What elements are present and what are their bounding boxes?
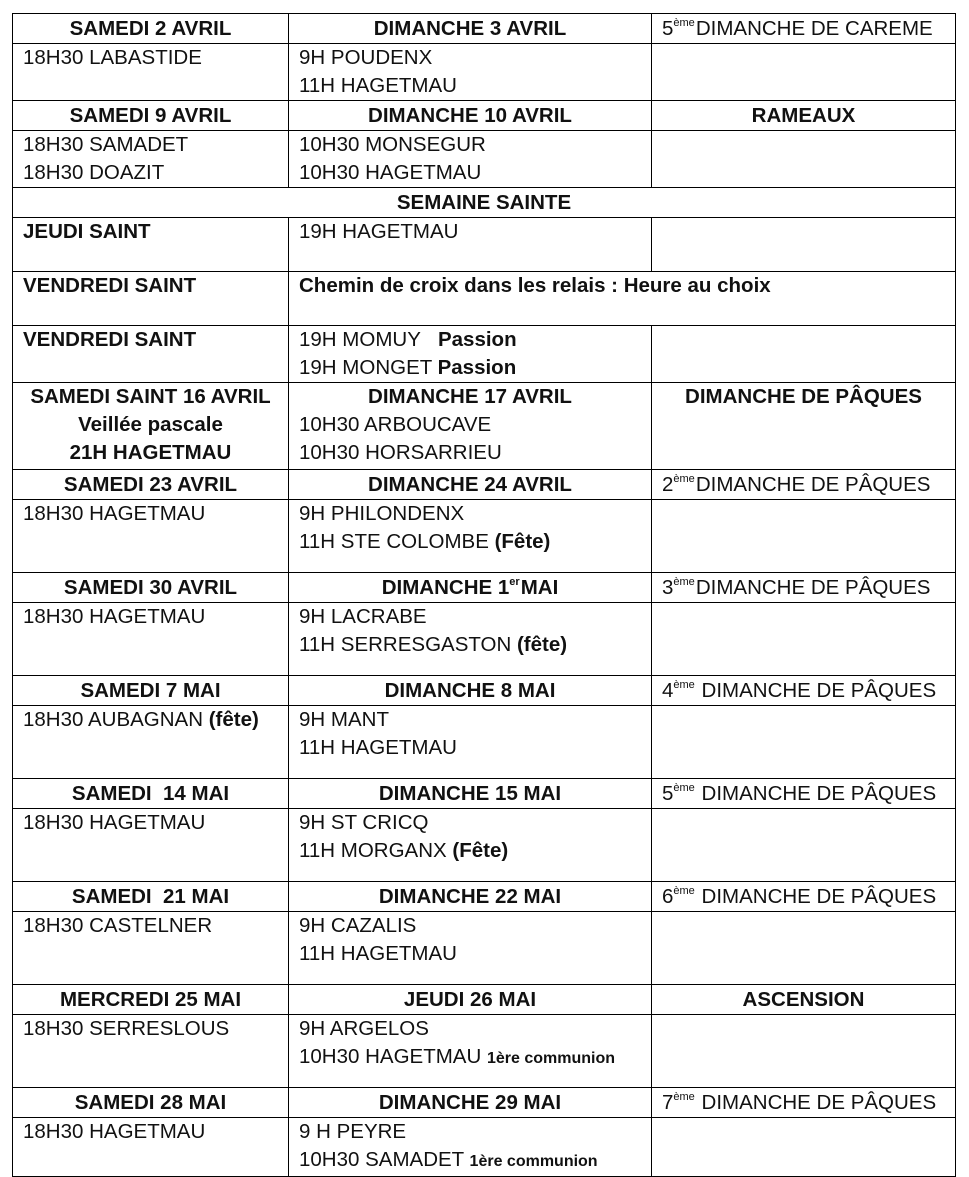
- empty-cell: [652, 44, 956, 101]
- saturday-date: SAMEDI 21 MAI: [13, 882, 289, 912]
- holy-thursday-mass: 19H HAGETMAU: [289, 218, 652, 272]
- wednesday-mass: 18H30 SERRESLOUS: [13, 1015, 289, 1088]
- saturday-mass: 18H30 LABASTIDE: [13, 44, 289, 101]
- holy-thursday-row: [13, 218, 956, 272]
- empty-cell: [652, 500, 956, 573]
- sunday-date: DIMANCHE 24 AVRIL: [289, 470, 652, 500]
- schedule-header-row: [13, 676, 956, 706]
- sunday-date: DIMANCHE 8 MAI: [289, 676, 652, 706]
- schedule-header-row: [13, 1088, 956, 1118]
- good-friday-row: [13, 326, 956, 383]
- liturgical-title: ASCENSION: [652, 985, 956, 1015]
- schedule-header-row: [13, 573, 956, 603]
- empty-cell: [652, 912, 956, 985]
- schedule-body-row: [13, 500, 956, 573]
- easter-row: [13, 383, 956, 470]
- schedule-header-row: [13, 985, 956, 1015]
- liturgical-title: 5èmeDIMANCHE DE CAREME: [652, 14, 956, 44]
- saturday-date: SAMEDI 2 AVRIL: [13, 14, 289, 44]
- schedule-body-row: [13, 706, 956, 779]
- empty-cell: [652, 1015, 956, 1088]
- saturday-date: SAMEDI 14 MAI: [13, 779, 289, 809]
- schedule-body-row: [13, 912, 956, 985]
- sunday-masses: 9H MANT 11H HAGETMAU: [289, 706, 652, 779]
- saturday-date: SAMEDI 7 MAI: [13, 676, 289, 706]
- holy-thursday-label: JEUDI SAINT: [13, 218, 289, 272]
- good-friday-row: [13, 272, 956, 326]
- empty-cell: [652, 603, 956, 676]
- saturday-mass: 18H30 HAGETMAU: [13, 1118, 289, 1177]
- good-friday-label: VENDREDI SAINT: [13, 326, 289, 383]
- saturday-date: SAMEDI 30 AVRIL: [13, 573, 289, 603]
- schedule-header-row: [13, 101, 956, 131]
- easter-sunday-masses: DIMANCHE 17 AVRIL 10H30 ARBOUCAVE 10H30 HORSARRIEU: [289, 383, 652, 470]
- passion-services: 19H MOMUY Passion 19H MONGET Passion: [289, 326, 652, 383]
- empty-cell: [652, 131, 956, 188]
- sunday-date: DIMANCHE 22 MAI: [289, 882, 652, 912]
- sunday-date: DIMANCHE 15 MAI: [289, 779, 652, 809]
- saturday-mass: 18H30 HAGETMAU: [13, 809, 289, 882]
- way-of-cross-note: Chemin de croix dans les relais : Heure au choix: [289, 272, 956, 326]
- empty-cell: [652, 706, 956, 779]
- sunday-masses: 9H LACRABE 11H SERRESGASTON (fête): [289, 603, 652, 676]
- weekday-date: MERCREDI 25 MAI: [13, 985, 289, 1015]
- saturday-masses: 18H30 SAMADET 18H30 DOAZIT: [13, 131, 289, 188]
- liturgical-title: 5ème DIMANCHE DE PÂQUES: [652, 779, 956, 809]
- mass-schedule-table: [12, 13, 956, 1177]
- schedule-body-row: [13, 1118, 956, 1177]
- schedule-body-row: [13, 131, 956, 188]
- sunday-date: DIMANCHE 29 MAI: [289, 1088, 652, 1118]
- saturday-mass: 18H30 HAGETMAU: [13, 500, 289, 573]
- sunday-date: DIMANCHE 10 AVRIL: [289, 101, 652, 131]
- saturday-date: SAMEDI 28 MAI: [13, 1088, 289, 1118]
- sunday-masses: 9H CAZALIS 11H HAGETMAU: [289, 912, 652, 985]
- empty-cell: [652, 1118, 956, 1177]
- holy-week-title: SEMAINE SAINTE: [13, 188, 956, 218]
- liturgical-title: 4ème DIMANCHE DE PÂQUES: [652, 676, 956, 706]
- thursday-date: JEUDI 26 MAI: [289, 985, 652, 1015]
- sunday-masses: 9 H PEYRE 10H30 SAMADET 1ère communion: [289, 1118, 652, 1177]
- sunday-masses: 9H POUDENX 11H HAGETMAU: [289, 44, 652, 101]
- schedule-header-row: [13, 470, 956, 500]
- good-friday-label: VENDREDI SAINT: [13, 272, 289, 326]
- holy-week-row: [13, 188, 956, 218]
- saturday-date: SAMEDI 9 AVRIL: [13, 101, 289, 131]
- empty-cell: [652, 809, 956, 882]
- saturday-mass: 18H30 AUBAGNAN (fête): [13, 706, 289, 779]
- liturgical-title: 3èmeDIMANCHE DE PÂQUES: [652, 573, 956, 603]
- sunday-date: DIMANCHE 1erMAI: [289, 573, 652, 603]
- sunday-masses: 10H30 MONSEGUR 10H30 HAGETMAU: [289, 131, 652, 188]
- schedule-body-row: [13, 44, 956, 101]
- thursday-masses: 9H ARGELOS 10H30 HAGETMAU 1ère communion: [289, 1015, 652, 1088]
- empty-cell: [652, 218, 956, 272]
- schedule-header-row: [13, 882, 956, 912]
- sunday-masses: 9H PHILONDENX 11H STE COLOMBE (Fête): [289, 500, 652, 573]
- liturgical-title: 6ème DIMANCHE DE PÂQUES: [652, 882, 956, 912]
- schedule-body-row: [13, 809, 956, 882]
- schedule-body-row: [13, 603, 956, 676]
- liturgical-title: DIMANCHE DE PÂQUES: [652, 383, 956, 470]
- easter-vigil: SAMEDI SAINT 16 AVRIL Veillée pascale 21H HAGETMAU: [13, 383, 289, 470]
- schedule-header-row: [13, 14, 956, 44]
- liturgical-title: 7ème DIMANCHE DE PÂQUES: [652, 1088, 956, 1118]
- empty-cell: [652, 326, 956, 383]
- saturday-mass: 18H30 HAGETMAU: [13, 603, 289, 676]
- liturgical-title: 2èmeDIMANCHE DE PÂQUES: [652, 470, 956, 500]
- sunday-date: DIMANCHE 3 AVRIL: [289, 14, 652, 44]
- sunday-masses: 9H ST CRICQ 11H MORGANX (Fête): [289, 809, 652, 882]
- saturday-mass: 18H30 CASTELNER: [13, 912, 289, 985]
- liturgical-title: RAMEAUX: [652, 101, 956, 131]
- schedule-header-row: [13, 779, 956, 809]
- schedule-body-row: [13, 1015, 956, 1088]
- saturday-date: SAMEDI 23 AVRIL: [13, 470, 289, 500]
